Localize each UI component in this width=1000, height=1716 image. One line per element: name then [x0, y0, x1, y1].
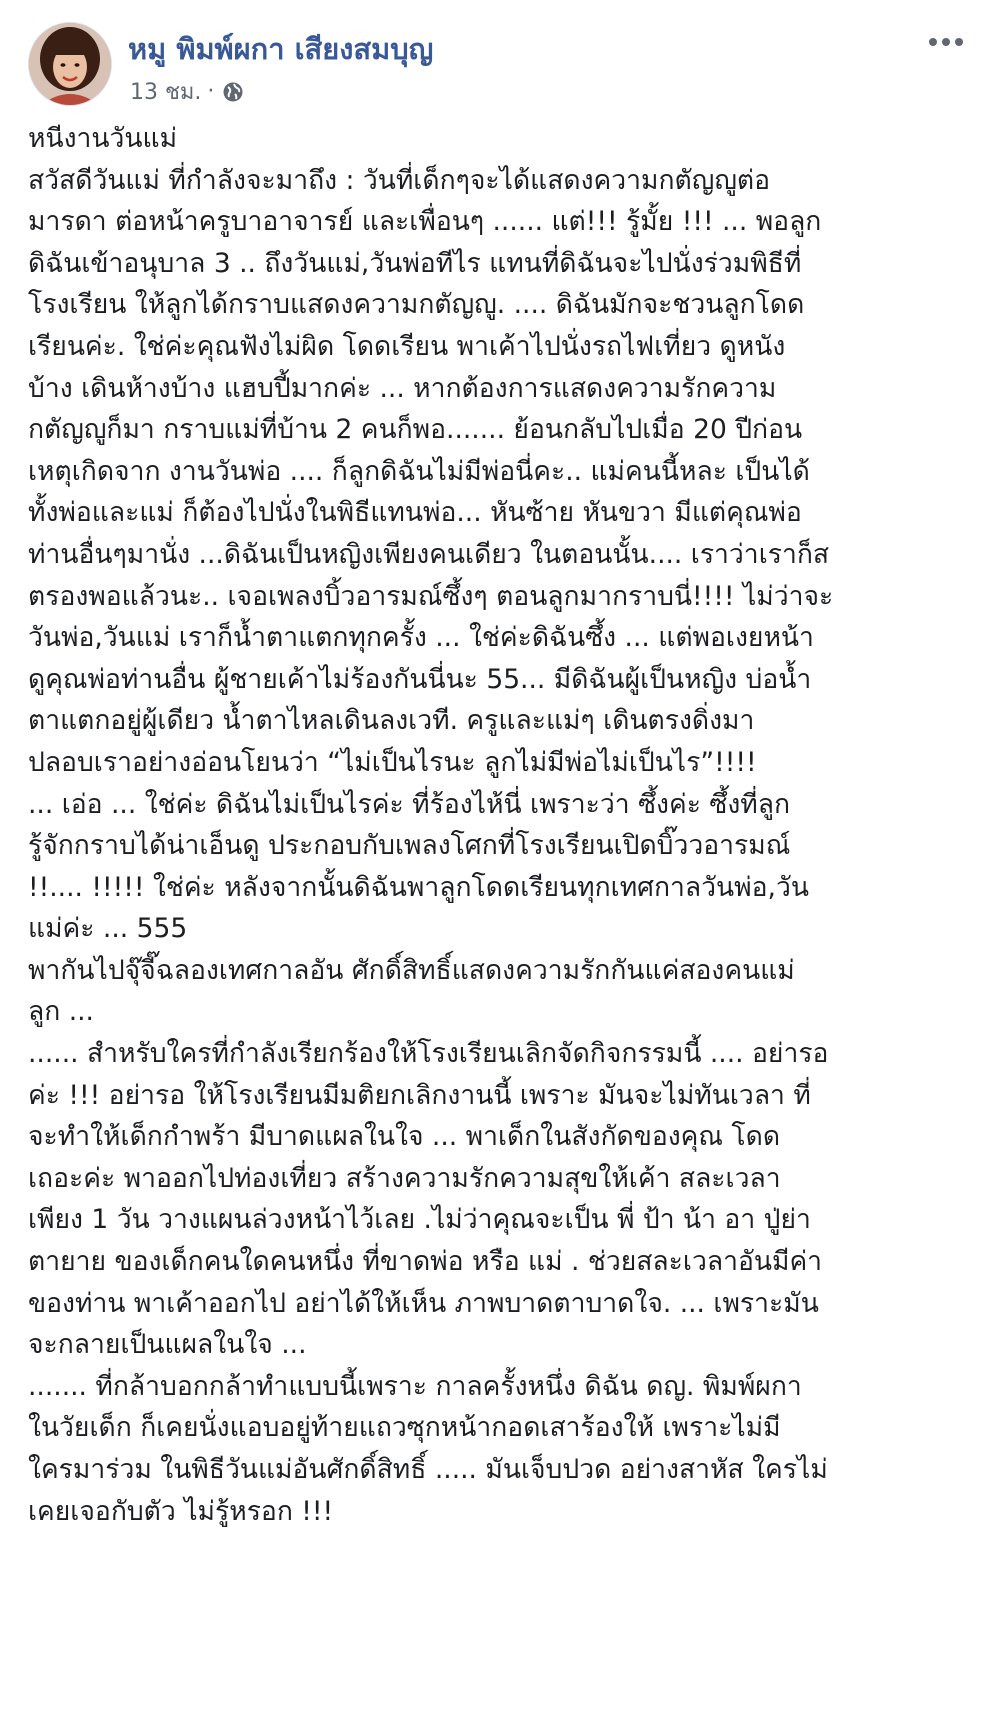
post-text-line: ลูก ...: [28, 996, 94, 1028]
avatar[interactable]: [28, 22, 112, 106]
post-text-line: โรงเรียน ให้ลูกได้กราบแสดงความกตัญญู. .... ดิฉันมักจะชวนลูกโดด: [28, 289, 805, 321]
post-text-line: ทั้งพ่อและแม่ ก็ต้องไปนั่งในพิธีแทนพ่อ... หันซ้าย หันขวา มีแต่คุณพ่อ: [28, 497, 802, 529]
post-text-line: ค่ะ !!! อย่ารอ ให้โรงเรียนมีมติยกเลิกงานนี้ เพราะ มันจะไม่ทันเวลา ที่: [28, 1079, 811, 1111]
more-options-icon: [928, 37, 964, 47]
post-text-line: ดิฉันเข้าอนุบาล 3 .. ถึงวันแม่,วันพ่อทีไร แทนที่ดิฉันจะไปนั่งร่วมพิธีที่: [28, 247, 802, 279]
post-text-line: ...... สำหรับใครที่กำลังเรียกร้องให้โรงเรียนเลิกจัดกิจกรรมนี้ .... อย่ารอ: [28, 1038, 829, 1070]
post-header: [24, 22, 976, 112]
post-text-line: ดูคุณพ่อท่านอื่น ผู้ชายเค้าไม่ร้องกันนี่นะ 55... มีดิฉันผู้เป็นหญิง บ่อน้ำ: [28, 663, 812, 695]
post-text: [28, 118, 976, 1532]
post-text-line: เคยเจอกับตัว ไม่รู้หรอก !!!: [28, 1495, 334, 1527]
post-text-line: ของท่าน พาเค้าออกไป อย่าได้ให้เห็น ภาพบาดตาบาดใจ. ... เพราะมัน: [28, 1287, 819, 1319]
post-text-line: ตรองพอแล้วนะ.. เจอเพลงบิ้วอารมณ์ซึ้งๆ ตอนลูกมากราบนี่!!!! ไม่ว่าจะ: [28, 580, 834, 612]
post-text-line: กตัญญูก็มา กราบแม่ที่บ้าน 2 คนก็พอ....... ย้อนกลับไปเมื่อ 20 ปีก่อน: [28, 414, 803, 446]
post-text-line: ปลอบเราอย่างอ่อนโยนว่า “ไม่เป็นไรนะ ลูกไม่มีพ่อไม่เป็นไร”!!!!: [28, 746, 757, 778]
post-text-line: เรียนค่ะ. ใช่ค่ะคุณฟังไม่ผิด โดดเรียน พาเค้าไปนั่งรถไฟเที่ยว ดูหนัง: [28, 330, 786, 362]
post-text-line: จะกลายเป็นแผลในใจ ...: [28, 1329, 307, 1361]
post-text-line: เหตุเกิดจาก งานวันพ่อ .... ก็ลูกดิฉันไม่มีพ่อนี่คะ.. แม่คนนี้หละ เป็นได้: [28, 455, 810, 487]
post-text-line: ตาแตกอยู่ผู้เดียว น้ำตาไหลเดินลงเวที. ครูและแม่ๆ เดินตรงดิ่งมา: [28, 705, 755, 737]
meta-separator: ·: [207, 79, 215, 104]
post-text-line: มารดา ต่อหน้าครูบาอาจารย์ และเพื่อนๆ ...... แต่!!! รู้มั้ย !!! ... พอลูก: [28, 206, 822, 238]
more-options-button[interactable]: [922, 26, 970, 58]
avatar-image: [29, 23, 111, 105]
post-text-line: สวัสดีวันแม่ ที่กำลังจะมาถึง : วันที่เด็กๆจะได้แสดงความกตัญญูต่อ: [28, 164, 771, 196]
post-meta: [130, 74, 244, 109]
post-text-line: บ้าง เดินห้างบ้าง แฮบปี้มากค่ะ ... หากต้องการแสดงความรักความ: [28, 372, 777, 404]
post-timestamp[interactable]: 13 ชม.: [130, 80, 202, 105]
post-text-line: เถอะค่ะ พาออกไปท่องเที่ยว สร้างความรักความสุขให้เค้า สละเวลา: [28, 1162, 781, 1194]
author-name[interactable]: หมู พิมพ์ผกา เสียงสมบุญ: [128, 32, 434, 66]
post-text-line: ในวัยเด็ก ก็เคยนั่งแอบอยู่ท้ายแถวซุกหน้ากอดเสาร้องให้ เพราะไม่มี: [28, 1412, 781, 1444]
post-text-line: ใครมาร่วม ในพิธีวันแม่อันศักดิ์สิทธิ์ ..... มันเจ็บปวด อย่างสาหัส ใครไม่: [28, 1454, 828, 1485]
post-text-line: พากันไปจุ๊จี๊ฉลองเทศกาลอัน ศักดิ์สิทธิ์แสดงความรักกันแค่สองคนแม่: [28, 954, 795, 986]
post-text-line: ตายาย ของเด็กคนใดคนหนึ่ง ที่ขาดพ่อ หรือ แม่ . ช่วยสละเวลาอันมีค่า: [28, 1246, 823, 1278]
post-text-line: จะทำให้เด็กกำพร้า มีบาดแผลในใจ ... พาเด็กในสังกัดของคุณ โดด: [28, 1121, 781, 1153]
post-text-line: ....... ที่กล้าบอกกล้าทำแบบนี้เพราะ กาลครั้งหนึ่ง ดิฉัน ดญ. พิมพ์ผกา: [28, 1370, 802, 1402]
post-text-line: เพียง 1 วัน วางแผนล่วงหน้าไว้เลย .ไม่ว่าคุณจะเป็น พี่ ป้า น้า อา ปู่ย่า: [28, 1204, 811, 1236]
post-text-line: แม่ค่ะ ... 555: [28, 913, 188, 945]
globe-icon[interactable]: [222, 81, 244, 103]
post-text-line: ... เอ่อ ... ใช่ค่ะ ดิฉันไม่เป็นไรค่ะ ที่ร้องไห้นี่ เพราะว่า ซึ้งค่ะ ซึ้งที่ลูก: [28, 788, 791, 820]
post-text-line: ท่านอื่นๆมานั่ง ...ดิฉันเป็นหญิงเพียงคนเดียว ในตอนนั้น.... เราว่าเราก็ส: [28, 538, 830, 570]
post-text-line: หนีงานวันแม่: [28, 123, 178, 154]
post-text-line: วันพ่อ,วันแม่ เราก็น้ำตาแตกทุกครั้ง ... ใช่ค่ะดิฉันซึ้ง ... แต่พอเงยหน้า: [28, 622, 814, 654]
post-text-line: รู้จักกราบได้น่าเอ็นดู ประกอบกับเพลงโศกที่โรงเรียนเปิดบิ๊ววอารมณ์: [28, 830, 791, 862]
post-text-line: !!.... !!!!! ใช่ค่ะ หลังจากนั้นดิฉันพาลูกโดดเรียนทุกเทศกาลวันพ่อ,วัน: [28, 871, 809, 903]
